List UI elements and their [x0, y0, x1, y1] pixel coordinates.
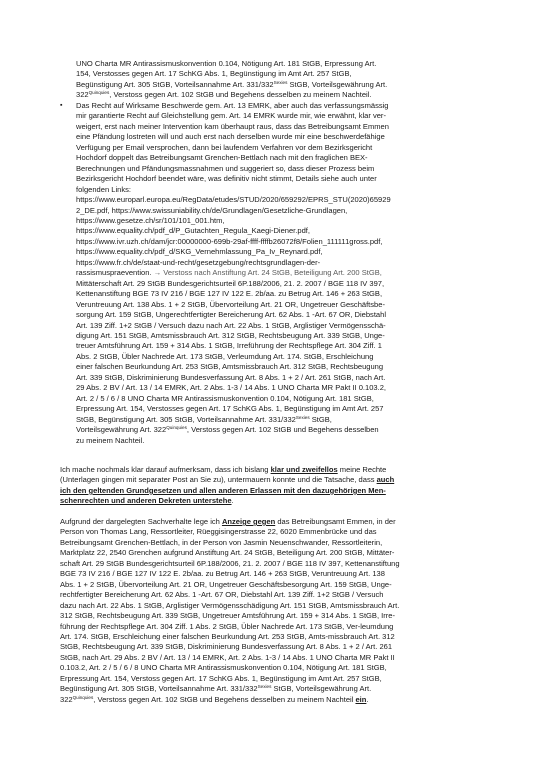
link-text[interactable]: https://www.europarl.europa.eu/RegData/etudes/STUD/2020/659292/EPRS_STU(2020)65929	[76, 195, 391, 205]
text-line: 154, Verstosses gegen Art. 17 SchKG Abs. 1, Begünstigung im Amt Art. 257 StGB,	[76, 69, 352, 79]
link-text[interactable]: https://www.fr.ch/de/staat-und-recht/gesetzgebung/rechtsgrundlagen-der-	[76, 257, 321, 267]
text-line: eine Pfändung lostreten will und auch erst nach derselben wurde mir eine beschwerdefähige	[76, 132, 385, 142]
link-text[interactable]: https://www.ivr.uzh.ch/dam/jcr:00000000-699b-29af-ffff-ffffb26072f8/Folien_111111gross.pdf,	[76, 236, 383, 246]
text-line: Vorteilsgewährung Art. $322^{Quinquies}$, Verstoss gegen Art. 102 StGB und Begehens desselben	[76, 425, 379, 435]
bullet-marker: ▪	[60, 102, 63, 109]
text-line: 29 Abs. 2 BV / Art. 13 / 14 EMRK, Art. 2 Abs. 1-3 / 14 Abs. 1 UNO Charta MR Pakt II 0.103.2,	[76, 383, 386, 393]
emphasis-text: auch	[376, 475, 395, 485]
text-line: dazu nach Art. 22 Abs. 1 StGB, Arglistiger Vermögensschädigung Art. 151 StGB, Amtsmissbrauch Art.	[60, 600, 400, 610]
text-line: Bezirksgericht Hochdorf beendet wäre, was definitiv nicht stimmt, Details siehe auch unter	[76, 174, 377, 184]
text-line: 312 StGB, Rechtsbeugung Art. 339 StGB, Ungetreuer Amtsführung Art. 159 + 314 Abs. 1 StGB, Irre-	[60, 611, 395, 621]
link-text[interactable]: https://www.gesetze.ch/sr/101/101_001.htm,	[76, 215, 225, 225]
link-text[interactable]: https://www.equality.ch/pdf_d/SKG_Vernehmlassung_Pa_Iv_Reynard.pdf,	[76, 247, 323, 257]
superscript: Sexies	[273, 79, 288, 85]
text-line: Abs. 1 + 2 StGB, Übervorteilung Art. 21 OR, Ungetreuer Geschäftsbesorgung Art. 159 StGB, Unge-	[60, 579, 392, 589]
text-line: digung Art. 151 StGB, Amtsmissbrauch Art. 312 StGB, Rechtsbeugung Art. 339 StGB, Unge-	[76, 330, 385, 340]
text-line: treuer Amtsführung Art. 159 + 314 Abs. 1 StGB, Irreführung der Rechtspflege Art. 304 Ziff. 1	[76, 341, 382, 351]
text-line: 0.103.2, Art. 2 / 5 / 6 / 8 UNO Charta MR Antirassismuskonvention 0.104, Nötigung Art. 181 StGB,	[60, 663, 387, 673]
superscript: Quinquies	[166, 425, 187, 431]
notice-paragraph	[60, 465, 500, 507]
superscript: Sexies	[295, 414, 310, 420]
superscript: Quinquies	[72, 694, 94, 700]
text-line: StGB, nach Art. 29 Abs. 2 BV / Art. 13 / 14 EMRK, Art. 2 Abs. 1-3 / 14 Abs. 1 UNO Charta MR Pakt II	[60, 652, 395, 662]
text-line: Betreibungsamt Grenchen-Bettlach, in der Person von Jasmin Neuenschwander, Ressortleiterin,	[60, 537, 383, 547]
text-line: (Unterlagen gingen mit separater Post an Sie zu), untermauern konnte und die Tatsache, dass auch	[60, 475, 395, 485]
text-line: Erpressung Art. 154, Verstoss gegen Art. 17 SchKG Abs. 1, Begünstigung im Amt Art. 257 StGB,	[60, 673, 382, 683]
text-line: schaft Art. 29 StGB Bundesgerichtsurteil 6P.188/2006, 21. 2. 2007 / BGE 118 IV 397, Kettenanstiftung	[60, 558, 400, 568]
text-line: führung der Rechtspflege Art. 304 Ziff. 1 Abs. 2 StGB, Übler Nachrede Art. 173 StGB, Ver-leumdung	[60, 621, 394, 631]
text-line: Ich mache nochmals klar darauf aufmerksam, dass ich bislang klar und zweifellos meine Rechte	[60, 465, 387, 474]
text-line: Art. 174. StGB, Erschleichung einer falschen Beurkundung Art. 253 StGB, Amts-missbrauch Art. 312	[60, 631, 395, 641]
text-line: Art. 139 Ziff. 1+2 StGB / Versuch dazu nach Art. 22 Abs. 1 StGB, Arglistiger Vermögensschä-	[76, 320, 386, 330]
text-line: Aufgrund der dargelegten Sachverhalte lege ich Anzeige gegen das Betreibungsamt Emmen, in der	[60, 517, 396, 526]
text-line: Erpressung Art. 154, Verstosses gegen Art. 17 SchKG Abs. 1, Begünstigung im Amt Art. 257	[76, 404, 384, 414]
link-text[interactable]: 2_DE.pdf, https://www.swissuniability.ch/de/Grundlagen/Gesetzliche-Grundlagen,	[76, 205, 348, 215]
text-line: Veruntreuung Art. 138 Abs. 1 + 2 StGB, Übervorteilung Art. 21 OR, Ungetreuer Geschäftsbe-	[76, 299, 385, 309]
text-line: Kettenanstiftung BGE 73 IV 216 / BGE 127 IV 122 E. 2b/aa. zu Betrug Art. 146 + 263 StGB,	[76, 289, 383, 299]
text-line: BGE 73 IV 216 / BGE 127 IV 122 E. 2b/aa. zu Betrug Art. 146 + 263 StGB, Veruntreuung Art. 138	[60, 569, 385, 579]
link-text[interactable]: rassismuspraevention.	[76, 268, 152, 278]
text-line: einer falschen Beurkundung Art. 253 StGB, Amtsmissbrauch Art. 312 StGB, Rechtsbeugung	[76, 362, 384, 372]
text-line: Mittäterschaft Art. 29 StGB Bundesgerichtsurteil 6P.188/2006, 21. 2. 2007 / BGE 118 IV 397,	[76, 278, 385, 288]
text-line: UNO Charta MR Antirassismuskonvention 0.104, Nötigung Art. 181 StGB, Erpressung Art.	[76, 59, 377, 68]
text-line: Begünstigung Art. 305 StGB, Vorteilsannahme Art. $331/332^{Sexies}$ StGB, Vorteilsgewährung Art.	[76, 79, 388, 89]
superscript: Quinquies	[88, 90, 110, 96]
text-line: Das Recht auf Wirksame Beschwerde gem. Art. 13 EMRK, aber auch das verfassungsmässig	[76, 101, 389, 110]
text-line: Person von Thomas Lang, Ressortleiter, Rüeggisingerstrasse 22, 6020 Emmenbrücke und das	[60, 527, 377, 537]
text-line: schenrechten und anderen Dekreten unterstehe.	[60, 496, 234, 506]
text-line: Hochdorf doppelt das Betreibungsamt Grenchen-Bettlach nach mit den fraglichen BEX-	[76, 153, 368, 163]
emphasis-text: klar und zweifellos	[270, 465, 338, 474]
emphasis-text: Anzeige gegen	[221, 517, 276, 526]
text-line: $322^{Quinquies}$, Verstoss gegen Art. 102 StGB und Begehens desselben zu meinem Nachteil.	[76, 90, 372, 100]
complaint-paragraph	[60, 517, 500, 705]
continuation-paragraph	[60, 59, 516, 101]
text-line: Art. 339 StGB, Diskriminierung Bundesverfassung Art. 8 Abs. 1 + 2 / Art. 261 StGB, nach Art.	[76, 372, 386, 382]
bullet-item	[60, 101, 516, 446]
link-text[interactable]: https://www.equality.ch/pdf_d/P_Gutachten_Regula_Kaegi-Diener.pdf,	[76, 226, 310, 236]
text-line: StGB, Begünstigung Art. 305 StGB, Vorteilsannahme Art. $331/332^{Sexies}$ StGB,	[76, 414, 332, 424]
text-line: sorgung Art. 159 StGB, Ungerechtfertigter Bereicherung Art. 62 Abs. 1 -Art. 67 OR, Diebstahl	[76, 310, 387, 320]
text-line: Abs. 2 StGB, Übler Nachrede Art. 173 StGB, Verleumdung Art. 174. StGB, Erschleichung	[76, 351, 374, 361]
text-line: rassismuspraevention. → Verstoss nach Anstiftung Art. 24 StGB, Beteiligung Art. 200 StGB,	[76, 268, 382, 278]
emphasis-line: ich den geltenden Grundgesetzen und allen anderen Erlassen mit den dazugehörigen Men-	[60, 485, 386, 495]
text-line: rechtfertigter Bereicherung Art. 62 Abs. 1 -Art. 67 OR, Diebstahl Art. 139 Ziff. 1+2 StGB / Versuch	[60, 590, 384, 600]
text-line: $322^{Quinquies}$, Verstoss gegen Art. 102 StGB und Begehens desselben zu meinem Nachteil ein.	[60, 694, 369, 704]
text-line: Berechnungen und Pfändungsmassnahmen und suggeriert so, dass dieser Prozess beim	[76, 163, 375, 173]
text-line: Marktplatz 22, 2540 Grenchen aufgrund Anstiftung Art. 24 StGB, Beteiligung Art. 200 StGB, Mittäter-	[60, 548, 395, 558]
text-line: weigert, erst nach meiner Intervention kam überhaupt raus, dass das Betreibungsamt Emmen	[76, 121, 389, 131]
text-line: Verfügung per Email versprochen, dann bei laufendem Verfahren vor dem Bezirksgericht	[76, 142, 373, 152]
text-line: Begünstigung Art. 305 StGB, Vorteilsannahme Art. $331/332^{Sexies}$ StGB, Vorteilsgewährung Art.	[60, 684, 372, 694]
text-line: zu meinem Nachteil.	[76, 435, 145, 445]
emphasis-text: ein	[355, 694, 367, 704]
text-line: Art. 2 / 5 / 6 / 8 UNO Charta MR Antirassismuskonvention 0.104, Nötigung Art. 181 StGB,	[76, 393, 374, 403]
text-line: folgenden Links:	[76, 184, 131, 194]
superscript: Sexies	[257, 684, 272, 690]
text-line: StGB, Rechtsbeugung Art. 339 StGB, Diskriminierung Bundesverfassung Art. 8 Abs. 1 + 2 / Art. 261	[60, 642, 393, 652]
text-line: mir garantierte Recht auf Gleichstellung gem. Art. 14 EMRK wurde mir, wie erwähnt, klar ver-	[76, 111, 386, 121]
